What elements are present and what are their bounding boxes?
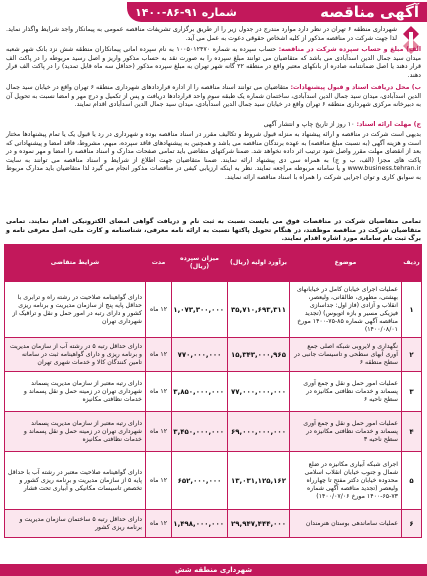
header-bar: [0, 0, 427, 24]
tender-table: [4, 244, 422, 538]
section-b: [6, 84, 421, 110]
section-b-label: ب) محل دریافت اسناد و قبول پیشنهادات:: [290, 84, 422, 91]
header-row-number: ردیف: [402, 245, 422, 282]
row-estimate: ۷۷,۰۰۰,۰۰۰,۰۰۰: [228, 372, 290, 412]
footer-signature: شهرداری منطقه شش: [0, 564, 427, 576]
row-subject: اجرای شبکه آبیاری مکانیزه در ضلع شمال و جنوب خیابان انقلاب اسلامی محدوده خیابان دکتر مفتح تا چهارراه ولیعصر (تجدید مناقصه آگهی شماره ۷۳-۶۵-۱۴۰۰ مورخ ۱۴۰۰/۰۷/۰۶): [290, 452, 402, 510]
row-deposit: ۳,۸۵۰,۰۰۰,۰۰۰: [172, 372, 228, 412]
row-conditions: دارای حداقل رتبه ۵ ساختمان سازمان مدیریت و برنامه ریزی کشور: [5, 510, 146, 538]
row-estimate: ۲۹,۹۴۷,۴۴۴,۰۰۰: [228, 510, 290, 538]
table-row: [5, 510, 422, 538]
table-row: [5, 372, 422, 412]
warning-paragraph: تمامی متقاضیان شرکت در مناقصات فوق می بایست نسبت به ثبت نام و دریافت گواهی امضای الکترونیکی اقدام نمایند. تمامی متقاضیان شرکت در مناقصه موظفند، در هنگام تحویل پاکتها نسبت به ارائه نامه معرفی، شناسنامه و کارت ملی، اصل معرفی نامه و برگ ثبت نام سامانه مورد اشاره اقدام نمایند.: [6, 218, 421, 243]
header-duration: مدت: [146, 245, 172, 282]
notes-paragraph: بدیهی است شرکت در مناقصه و ارائه پیشنهاد به منزله قبول شروط و تکالیف مقرر در اسناد مناقصه بوده و شهرداری در رد یا قبول یک یا تمام پیشنهادها مختار است و هزینه آگهی (به نسبت مبلغ مناقصه) به عهده برندگان مناقصه می باشد و همچنین به پیشنهادهای فاقد سپرده، مبهم، مشروط، فاقد امضا و پیشنهاداتی که بعد از انقضای مهلت مقرر واصل شود ترتیب اثر داده نخواهد شد. ضمنا شرکتهای متقاضی باید تمامی صفحات مدارک و اسناد مناقصه را امضا و مهر نموده و در پاکت های مجزا (الف، ب و ج) به همراه سی دی پیشنهاد ارائه نمایند. ضمنا متقاضیان جهت اطلاع از شرایط و اسناد مناقصه می توانند به سایت www.business.tehran.ir و یا سامانه مربوطه مراجعه نمایند. نظر به اینکه ارزیابی کیفی در مناقصات مذکور انجام می گیرد لذا متقاضیان باید مدارک مربوط به سوابق کاری و توان اجرایی شرکت را همراه با اسناد مناقصه ارائه نمایند.: [6, 131, 421, 181]
title-banner: [127, 2, 427, 22]
row-number: ۲: [402, 338, 422, 372]
table-row: [5, 338, 422, 372]
page-title: آگهی مناقصه: [320, 3, 419, 21]
table-header-row: [5, 245, 422, 282]
section-a: [6, 46, 421, 80]
row-conditions: دارای گواهینامه صلاحیت معتبر در رشته آب با حداقل پایه ۵ از سازمان مدیریت و برنامه ریزی کشور و تخصص تاسیسات مکانیکی و آبیاری تحت فشار: [5, 452, 146, 510]
row-conditions: دارای رتبه معتبر از سازمان مدیریت پسماند شهرداری تهران در زمینه حمل و نقل پسماند و خدمات نظافتی مکانیزه: [5, 372, 146, 412]
table-row: [5, 412, 422, 452]
row-duration: ۱۲ ماه: [146, 282, 172, 338]
row-deposit: ۳,۴۵۰,۰۰۰,۰۰۰: [172, 412, 228, 452]
table-row: [5, 282, 422, 338]
section-a-label: الف) مبلغ و حساب سپرده شرکت در مناقصه:: [278, 46, 421, 53]
row-number: ۱: [402, 282, 422, 338]
row-number: ۶: [402, 510, 422, 538]
section-b-text: متقاضیان می توانند اسناد مناقصه را از اداره قراردادهای شهرداری منطقه ۶ تهران واقع در خیابان سید جمال الدین اسدآبادی، میدان سید جمال الدین اسدآبادی، ساختمان شماره یک طبقه سوم واحد قراردادها دریافت و پس از تکمیل و درج مهر و امضا نسبت به تحویل آن به دبیرخانه مرکزی شهرداری منطقه ۶ تهران واقع در خیابان سید جمال الدین اسدآبادی، میدان سید جمال الدین اسدآبادی اقدام نمایند.: [6, 84, 421, 109]
row-conditions: دارای گواهینامه صلاحیت در رشته راه و ترابری با حداقل پایه پنج از سازمان مدیریت و برنامه ریزی کشور و دارای رتبه در امور حمل و نقل و ترافیک از شهرداری تهران: [5, 282, 146, 338]
row-deposit: ۱,۴۹۸,۰۰۰,۰۰۰: [172, 510, 228, 538]
intro-paragraph: شهرداری منطقه ۶ تهران در نظر دارد موارد مندرج در جدول زیر را از طریق برگزاری تشریفات مناقصه عمومی به پیمانکار واجد شرایط واگذار نماید. لذا جهت شرکت در مناقصه مذکور از کلیه اشخاص حقوقی دعوت به عمل می آید.: [6, 26, 398, 42]
header-estimate: برآورد اولیه (ریال): [228, 245, 290, 282]
row-subject: عملیات اجرای خیابان کامل در خیابانهای بهشتی، مطهری، طالقانی، ولیعصر، انقلاب و آزادی (فاز اول: جداسازی فیزیکی مسیر و بازه اتوبوس) (تجدید مناقصه آگهی شماره ۸۵-۷۵-۱۴۰۰ مورخ ۱۴۰۰/۰۸/۰۱): [290, 282, 402, 338]
row-estimate: ۳۵,۷۱۰,۶۹۳,۳۱۱: [228, 282, 290, 338]
row-duration: ۱۲ ماه: [146, 338, 172, 372]
row-estimate: ۶۹,۰۰۰,۰۰۰,۰۰۰: [228, 412, 290, 452]
row-number: ۳: [402, 372, 422, 412]
section-c-text: ۱۰ روز از تاریخ چاپ و انتشار آگهی: [263, 121, 355, 128]
ad-number: شماره ۹۱-۸۶-۱۴۰۰: [135, 5, 237, 19]
row-subject: عملیات امور حمل و نقل و جمع آوری پسماند و خدمات نظافتی مکانیزه در سطح ناحیه ۶: [290, 372, 402, 412]
row-estimate: ۱۵,۳۴۳,۰۰۰,۹۶۵: [228, 338, 290, 372]
table-row: [5, 452, 422, 510]
header-subject: موضوع: [290, 245, 402, 282]
section-c-label: ج) مهلت ارائه اسناد:: [356, 121, 421, 128]
row-subject: عملیات ساماندهی بوستان هنرمندان: [290, 510, 402, 538]
row-duration: ۱۲ ماه: [146, 452, 172, 510]
row-conditions: دارای حداقل رتبه ۵ در رشته آب از سازمان مدیریت و برنامه ریزی و دارای گواهینامه ثبت در سامانه تامین کنندگان کالا و خدمات شهری تهران: [5, 338, 146, 372]
section-a-text: حساب سپرده به شماره ۱۰۰۵۰۱۲۴۷۰ به نام سپرده امانی پیمانکاران منطقه شش نزد بانک شهر شعبه میدان سید جمال الدین اسدآبادی می باشد که متقاضیان می توانند مبلغ سپرده را به صورت نقد به حساب مذکور واریز و اصل رسید مربوطه را در پاکت الف قرار دهند یا اصل ضمانتنامه صادره از بانکهای معتبر واقع در منطقه ۲۲ گانه شهر تهران به مبلغ سپرده مذکور (حداقل سه ماه قابل تمدید) را در پاکت الف قرار دهند.: [6, 46, 422, 79]
row-deposit: ۱,۰۷۳,۳۰۰,۰۰۰: [172, 282, 228, 338]
row-number: ۵: [402, 452, 422, 510]
row-estimate: ۱۳,۰۳۱,۱۲۵,۱۶۲: [228, 452, 290, 510]
row-subject: نگهداری و لایروبی شبکه اصلی جمع آوری آبهای سطحی و تاسیسات جانبی در سطح منطقه ۶: [290, 338, 402, 372]
row-conditions: دارای رتبه معتبر از سازمان مدیریت پسماند شهرداری تهران در زمینه حمل و نقل پسماند و خدمات نظافتی مکانیزه: [5, 412, 146, 452]
row-subject: عملیات امور حمل و نقل و جمع آوری پسماند و خدمات نظافتی مکانیزه در سطح ناحیه ۳: [290, 412, 402, 452]
row-duration: ۱۲ ماه: [146, 372, 172, 412]
header-deposit: میزان سپرده (ریال): [172, 245, 228, 282]
row-deposit: ۶۵۲,۰۰۰,۰۰۰: [172, 452, 228, 510]
header-conditions: شرایط متقاضی: [5, 245, 146, 282]
row-number: ۴: [402, 412, 422, 452]
section-c: [6, 121, 421, 130]
row-duration: ۱۲ ماه: [146, 510, 172, 538]
row-duration: ۱۲ ماه: [146, 412, 172, 452]
row-deposit: ۷۷۰,۰۰۰,۰۰۰: [172, 338, 228, 372]
